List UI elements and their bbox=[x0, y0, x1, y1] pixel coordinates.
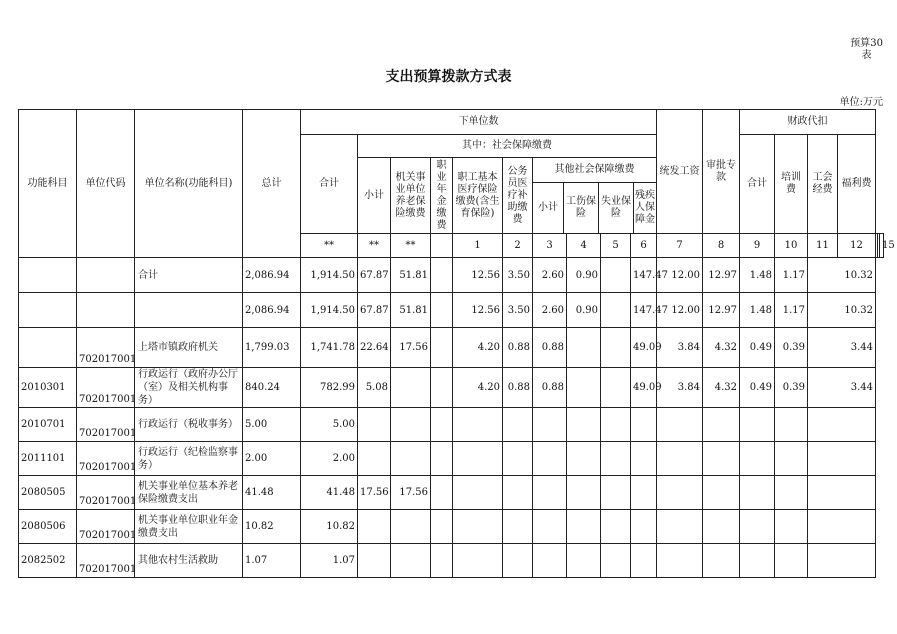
index-cell: 10 bbox=[775, 234, 808, 258]
value-cell-c1: 1,741.78 bbox=[301, 328, 358, 368]
table-row bbox=[19, 510, 884, 544]
value-cell-c10: 147.47 bbox=[631, 258, 657, 293]
header-other-subtotal: 小计 bbox=[533, 183, 564, 233]
value-cell-c1: 5.00 bbox=[301, 408, 358, 442]
total-cell: 1.07 bbox=[243, 544, 301, 578]
header-medical: 职工基本医疗保险缴费(含生育保险) bbox=[453, 158, 503, 234]
func-code-cell: 2080506 bbox=[19, 510, 77, 544]
value-cell-c9 bbox=[601, 510, 631, 544]
value-cell-c5 bbox=[453, 544, 503, 578]
value-cell-c2: 67.87 bbox=[358, 258, 391, 293]
table-row bbox=[19, 328, 884, 368]
value-cell-c7: 2.60 bbox=[533, 258, 567, 293]
value-cell-c7 bbox=[533, 476, 567, 510]
header-of-which-social: 其中：社会保障缴费 bbox=[358, 135, 657, 158]
form-number bbox=[850, 38, 883, 62]
value-cell-c5: 4.20 bbox=[453, 328, 503, 368]
value-cell-c3 bbox=[391, 408, 431, 442]
value-cell-c8 bbox=[567, 544, 601, 578]
header-pension: 机关事业单位养老保险缴费 bbox=[391, 158, 431, 234]
header-finance-deduct: 财政代扣 bbox=[740, 110, 876, 135]
value-cell-c10 bbox=[631, 442, 657, 476]
value-cell-c12 bbox=[703, 442, 740, 476]
value-cell-c9 bbox=[601, 368, 631, 408]
total-cell: 2,086.94 bbox=[243, 293, 301, 328]
value-cell-c10 bbox=[631, 544, 657, 578]
value-cell-c3: 51.81 bbox=[391, 293, 431, 328]
header-injury: 工伤保险 bbox=[564, 183, 599, 233]
value-cell-c3 bbox=[391, 544, 431, 578]
value-cell-c9 bbox=[601, 293, 631, 328]
value-cell-c7 bbox=[533, 510, 567, 544]
total-cell: 2,086.94 bbox=[243, 258, 301, 293]
value-cell-c4 bbox=[431, 544, 453, 578]
unit-code-cell bbox=[77, 258, 135, 293]
header-training: 培训费 bbox=[775, 135, 808, 234]
value-cell-c1: 1.07 bbox=[301, 544, 358, 578]
value-cell-c1: 1,914.50 bbox=[301, 293, 358, 328]
header-sum: 合计 bbox=[301, 135, 358, 234]
value-cell-c6: 0.88 bbox=[503, 368, 533, 408]
value-cell-c10 bbox=[631, 476, 657, 510]
value-cell-c15 bbox=[808, 442, 876, 476]
value-cell-c2 bbox=[358, 510, 391, 544]
value-cell-c2: 17.56 bbox=[358, 476, 391, 510]
value-cell-c10: 49.09 bbox=[631, 368, 657, 408]
value-cell-c6: 3.50 bbox=[503, 293, 533, 328]
value-cell-c9 bbox=[601, 476, 631, 510]
value-cell-c5: 12.56 bbox=[453, 258, 503, 293]
unit-label: 单位:万元 bbox=[839, 97, 883, 108]
value-cell-c4 bbox=[431, 408, 453, 442]
value-cell-c11 bbox=[657, 544, 703, 578]
header-approval: 审批专款 bbox=[703, 110, 740, 234]
value-cell-c15 bbox=[808, 476, 876, 510]
value-cell-c11 bbox=[657, 510, 703, 544]
value-cell-c2: 5.08 bbox=[358, 368, 391, 408]
value-cell-c7 bbox=[533, 544, 567, 578]
value-cell-c6 bbox=[503, 408, 533, 442]
index-cell: ** bbox=[391, 234, 431, 258]
value-cell-c7 bbox=[533, 442, 567, 476]
value-cell-c13 bbox=[740, 476, 775, 510]
unit-code-cell: 702017001 bbox=[77, 442, 135, 476]
value-cell-c3 bbox=[391, 442, 431, 476]
value-cell-c9 bbox=[601, 442, 631, 476]
value-cell-c8 bbox=[567, 328, 601, 368]
value-cell-c12: 12.97 bbox=[703, 258, 740, 293]
value-cell-c3: 17.56 bbox=[391, 476, 431, 510]
index-cell: 7 bbox=[657, 234, 703, 258]
index-cell: 12 bbox=[838, 234, 876, 258]
unit-code-cell: 702017001 bbox=[77, 476, 135, 510]
unit-name-cell: 上塔市镇政府机关 bbox=[135, 328, 243, 368]
value-cell-c13: 1.48 bbox=[740, 258, 775, 293]
unit-code-cell: 702017001 bbox=[77, 328, 135, 368]
value-cell-c14 bbox=[775, 442, 808, 476]
value-cell-c4 bbox=[431, 258, 453, 293]
table-row bbox=[19, 544, 884, 578]
value-cell-c1: 1,914.50 bbox=[301, 258, 358, 293]
table-row bbox=[19, 293, 884, 328]
func-code-cell bbox=[19, 258, 77, 293]
value-cell-c3 bbox=[391, 510, 431, 544]
value-cell-c10 bbox=[631, 510, 657, 544]
value-cell-c13 bbox=[740, 544, 775, 578]
value-cell-c5 bbox=[453, 510, 503, 544]
value-cell-c4 bbox=[431, 476, 453, 510]
index-cell: ** bbox=[301, 234, 358, 258]
header-other-social-group bbox=[533, 158, 657, 234]
value-cell-c4 bbox=[431, 293, 453, 328]
header-unit-code: 单位代码 bbox=[77, 110, 135, 258]
table-row bbox=[19, 368, 884, 408]
value-cell-c11: 12.00 bbox=[657, 258, 703, 293]
index-cell: ** bbox=[358, 234, 391, 258]
value-cell-c12 bbox=[703, 476, 740, 510]
value-cell-c11 bbox=[657, 408, 703, 442]
index-cell: 3 bbox=[533, 234, 567, 258]
header-civil-medical: 公务员医疗补助缴费 bbox=[503, 158, 533, 234]
value-cell-c15: 10.32 bbox=[808, 258, 876, 293]
index-cell: 5 bbox=[601, 234, 631, 258]
unit-code-cell: 702017001 bbox=[77, 368, 135, 408]
func-code-cell: 2082502 bbox=[19, 544, 77, 578]
table-row bbox=[19, 258, 884, 293]
value-cell-c14: 0.39 bbox=[775, 328, 808, 368]
header-subtotal: 小计 bbox=[358, 158, 391, 234]
header-total: 总计 bbox=[243, 110, 301, 258]
value-cell-c1: 2.00 bbox=[301, 442, 358, 476]
value-cell-c1: 782.99 bbox=[301, 368, 358, 408]
value-cell-c14: 1.17 bbox=[775, 258, 808, 293]
unit-name-cell: 行政运行（纪检监察事务） bbox=[135, 442, 243, 476]
header-fin-sum: 合计 bbox=[740, 135, 775, 234]
value-cell-c15: 3.44 bbox=[808, 368, 876, 408]
index-cell: 9 bbox=[740, 234, 775, 258]
value-cell-c7 bbox=[533, 408, 567, 442]
value-cell-c8 bbox=[567, 408, 601, 442]
value-cell-c6 bbox=[503, 476, 533, 510]
index-cell: 1 bbox=[453, 234, 503, 258]
value-cell-c11: 3.84 bbox=[657, 368, 703, 408]
table-row bbox=[19, 408, 884, 442]
table-row bbox=[19, 476, 884, 510]
index-cell bbox=[431, 234, 453, 258]
value-cell-c1: 41.48 bbox=[301, 476, 358, 510]
total-cell: 840.24 bbox=[243, 368, 301, 408]
unit-name-cell: 其他农村生活救助 bbox=[135, 544, 243, 578]
value-cell-c4 bbox=[431, 328, 453, 368]
value-cell-c2 bbox=[358, 544, 391, 578]
value-cell-c12: 12.97 bbox=[703, 293, 740, 328]
value-cell-c13: 1.48 bbox=[740, 293, 775, 328]
value-cell-c12 bbox=[703, 408, 740, 442]
value-cell-c13: 0.49 bbox=[740, 368, 775, 408]
unit-code-cell: 702017001 bbox=[77, 510, 135, 544]
value-cell-c11 bbox=[657, 476, 703, 510]
value-cell-c8: 0.90 bbox=[567, 258, 601, 293]
value-cell-c3 bbox=[391, 368, 431, 408]
value-cell-c4 bbox=[431, 442, 453, 476]
value-cell-c10 bbox=[631, 408, 657, 442]
value-cell-c13 bbox=[740, 510, 775, 544]
header-disability: 残疾人保障金 bbox=[635, 190, 655, 225]
value-cell-c3: 51.81 bbox=[391, 258, 431, 293]
header-unit-name: 单位名称(功能科目) bbox=[135, 110, 243, 258]
unit-name-cell: 行政运行（税收事务） bbox=[135, 408, 243, 442]
unit-name-cell: 行政运行（政府办公厅（室）及相关机构事务） bbox=[135, 368, 243, 408]
page-title: 支出预算拨款方式表 bbox=[385, 69, 512, 85]
func-code-cell: 2010301 bbox=[19, 368, 77, 408]
value-cell-c12 bbox=[703, 544, 740, 578]
value-cell-c12 bbox=[703, 510, 740, 544]
value-cell-c11: 3.84 bbox=[657, 328, 703, 368]
value-cell-c14 bbox=[775, 408, 808, 442]
value-cell-c6 bbox=[503, 544, 533, 578]
value-cell-c9 bbox=[601, 328, 631, 368]
value-cell-c15: 3.44 bbox=[808, 328, 876, 368]
value-cell-c10: 147.47 bbox=[631, 293, 657, 328]
value-cell-c6: 3.50 bbox=[503, 258, 533, 293]
total-cell: 1,799.03 bbox=[243, 328, 301, 368]
value-cell-c4 bbox=[431, 510, 453, 544]
func-code-cell bbox=[19, 328, 77, 368]
value-cell-c8: 0.90 bbox=[567, 293, 601, 328]
unit-code-cell: 702017001 bbox=[77, 408, 135, 442]
value-cell-c2: 22.64 bbox=[358, 328, 391, 368]
unit-name-cell: 机关事业单位基本养老保险缴费支出 bbox=[135, 476, 243, 510]
index-cell: 6 bbox=[631, 234, 657, 258]
value-cell-c7: 0.88 bbox=[533, 328, 567, 368]
index-cell: 2 bbox=[503, 234, 533, 258]
total-cell: 41.48 bbox=[243, 476, 301, 510]
header-other-social: 其他社会保障缴费 bbox=[533, 158, 656, 183]
value-cell-c5: 4.20 bbox=[453, 368, 503, 408]
value-cell-c5 bbox=[453, 442, 503, 476]
value-cell-c14 bbox=[775, 544, 808, 578]
value-cell-c14: 0.39 bbox=[775, 368, 808, 408]
value-cell-c13 bbox=[740, 408, 775, 442]
value-cell-c2 bbox=[358, 408, 391, 442]
value-cell-c11: 12.00 bbox=[657, 293, 703, 328]
header-annuity: 职业年金缴费 bbox=[431, 158, 453, 234]
value-cell-c12: 4.32 bbox=[703, 368, 740, 408]
value-cell-c12: 4.32 bbox=[703, 328, 740, 368]
value-cell-c3: 17.56 bbox=[391, 328, 431, 368]
func-code-cell bbox=[19, 293, 77, 328]
value-cell-c7: 2.60 bbox=[533, 293, 567, 328]
value-cell-c14 bbox=[775, 476, 808, 510]
budget-table bbox=[18, 109, 895, 578]
value-cell-c8 bbox=[567, 368, 601, 408]
value-cell-c15 bbox=[808, 544, 876, 578]
unit-name-cell: 合计 bbox=[135, 258, 243, 293]
value-cell-c8 bbox=[567, 442, 601, 476]
unit-name-cell bbox=[135, 293, 243, 328]
total-cell: 2.00 bbox=[243, 442, 301, 476]
func-code-cell: 2080505 bbox=[19, 476, 77, 510]
value-cell-c7: 0.88 bbox=[533, 368, 567, 408]
value-cell-c9 bbox=[601, 544, 631, 578]
total-cell: 10.82 bbox=[243, 510, 301, 544]
func-code-cell: 2011101 bbox=[19, 442, 77, 476]
value-cell-c5 bbox=[453, 408, 503, 442]
value-cell-c1: 10.82 bbox=[301, 510, 358, 544]
value-cell-c15: 10.32 bbox=[808, 293, 876, 328]
value-cell-c10: 49.09 bbox=[631, 328, 657, 368]
value-cell-c15 bbox=[808, 408, 876, 442]
total-cell: 5.00 bbox=[243, 408, 301, 442]
index-cell: 15 bbox=[880, 234, 884, 258]
value-cell-c6: 0.88 bbox=[503, 328, 533, 368]
index-cell: 4 bbox=[567, 234, 601, 258]
index-cell: 8 bbox=[703, 234, 740, 258]
func-code-cell: 2010701 bbox=[19, 408, 77, 442]
value-cell-c6 bbox=[503, 510, 533, 544]
value-cell-c4 bbox=[431, 368, 453, 408]
header-lower-unit: 下单位数 bbox=[301, 110, 657, 135]
value-cell-c5 bbox=[453, 476, 503, 510]
value-cell-c8 bbox=[567, 510, 601, 544]
table-row bbox=[19, 442, 884, 476]
unit-name-cell: 机关事业单位职业年金缴费支出 bbox=[135, 510, 243, 544]
unit-code-cell: 702017001 bbox=[77, 544, 135, 578]
value-cell-c2: 67.87 bbox=[358, 293, 391, 328]
value-cell-c14 bbox=[775, 510, 808, 544]
header-unemployment: 失业保险 bbox=[599, 183, 634, 233]
form-number-line1: 预算30 bbox=[850, 38, 883, 49]
value-cell-c13 bbox=[740, 442, 775, 476]
value-cell-c9 bbox=[601, 258, 631, 293]
header-func-subject: 功能科目 bbox=[19, 110, 77, 258]
value-cell-c2 bbox=[358, 442, 391, 476]
value-cell-c11 bbox=[657, 442, 703, 476]
form-number-line2: 表 bbox=[861, 50, 872, 61]
header-welfare: 福利费 bbox=[838, 135, 876, 234]
value-cell-c15 bbox=[808, 510, 876, 544]
value-cell-c5: 12.56 bbox=[453, 293, 503, 328]
value-cell-c13: 0.49 bbox=[740, 328, 775, 368]
header-union: 工会经费 bbox=[808, 135, 838, 234]
index-cell: 11 bbox=[808, 234, 838, 258]
value-cell-c9 bbox=[601, 408, 631, 442]
value-cell-c8 bbox=[567, 476, 601, 510]
value-cell-c6 bbox=[503, 442, 533, 476]
value-cell-c14: 1.17 bbox=[775, 293, 808, 328]
header-unified-wage: 统发工资 bbox=[657, 110, 703, 234]
unit-code-cell bbox=[77, 293, 135, 328]
